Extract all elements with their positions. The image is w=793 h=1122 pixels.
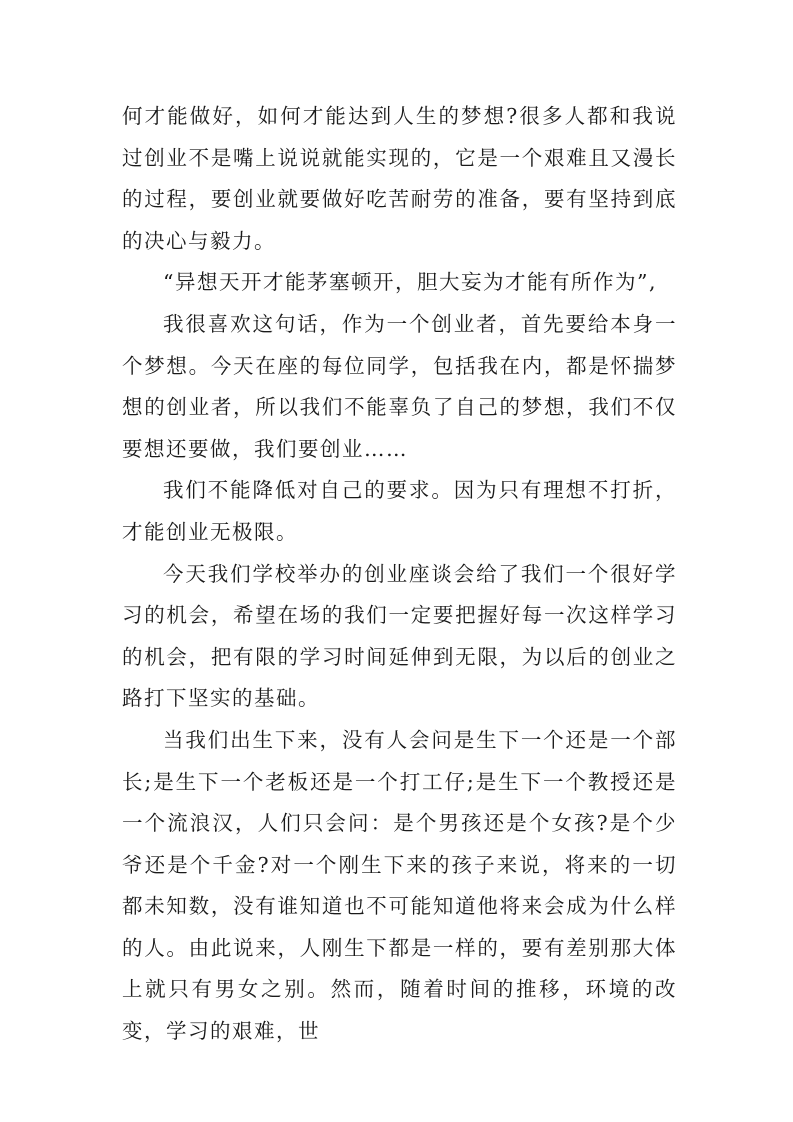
paragraph-3: 我很喜欢这句话，作为一个创业者，首先要给本身一个梦想。今天在座的每位同学，包括我在内，都是怀揣梦想的创业者，所以我们不能辜负了自己的梦想，我们不仅要想还要做，我们要创业…… (122, 311, 677, 461)
paragraph-5: 今天我们学校举办的创业座谈会给了我们一个很好学习的机会，希望在场的我们一定要把握好每一次这样学习的机会，把有限的学习时间延伸到无限，为以后的创业之路打下坚实的基础。 (122, 561, 677, 711)
paragraph-2: “异想天开才能茅塞顿开，胆大妄为才能有所作为”, (163, 270, 657, 295)
paragraph-6: 当我们出生下来，没有人会问是生下一个还是一个部长;是生下一个老板还是一个打工仔;是生下一个教授还是一个流浪汉，人们只会问：是个男孩还是个女孩?是个少爷还是个千金?对一个刚生下来的孩子来说，将来的一切都未知数，没有谁知道也不可能知道他将来会成为什么样的人。由此说来，人刚生下都是一样的，要有差别那大体上就只有男女之别。然而，随着时间的推移，环境的改变，学习的艰难，世 (122, 727, 677, 1044)
paragraph-1: 何才能做好，如何才能达到人生的梦想?很多人都和我说过创业不是嘴上说说就能实现的，它是一个艰难且又漫长的过程，要创业就要做好吃苦耐劳的准备，要有坚持到底的决心与毅力。 (122, 104, 677, 253)
document-body (122, 96, 677, 1053)
paragraph-4: 我们不能降低对自己的要求。因为只有理想不打折，才能创业无极限。 (122, 478, 677, 544)
